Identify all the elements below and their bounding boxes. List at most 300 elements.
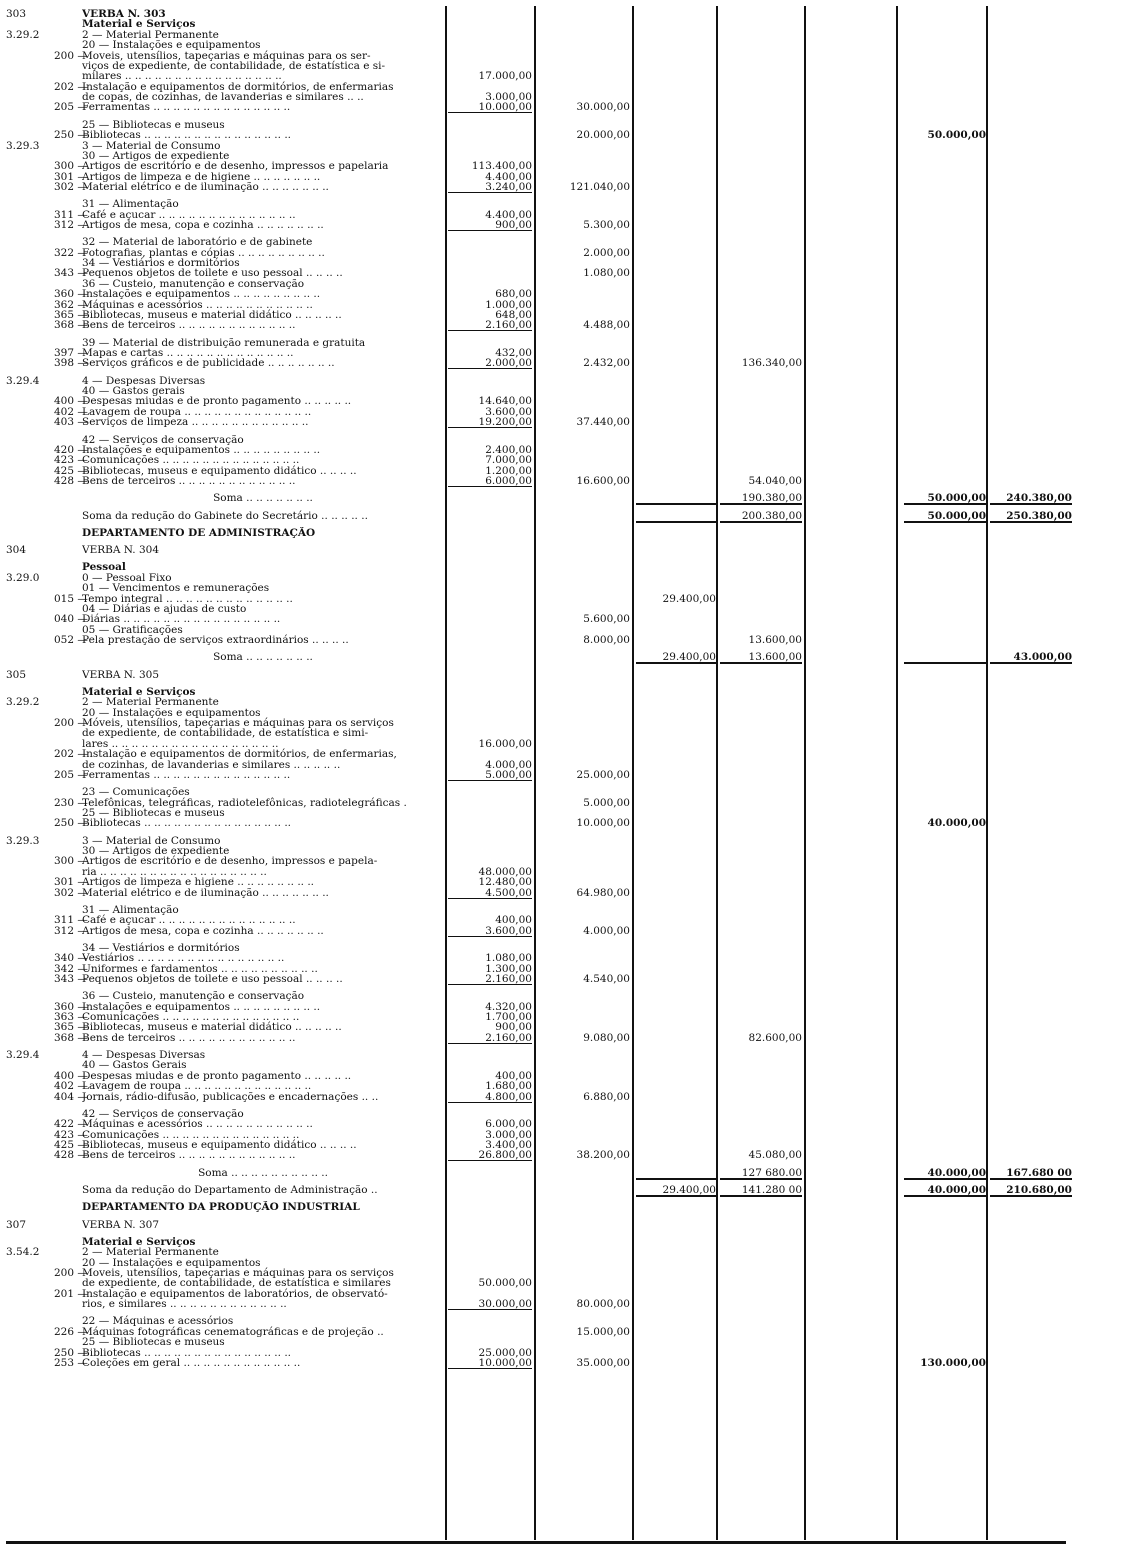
row-code: 322 — bbox=[54, 246, 88, 259]
row-description: Instalações e equipamentos .. .. .. .. .. .. .. .. .. bbox=[82, 1000, 321, 1013]
row-description: Lavagem de roupa .. .. .. .. .. .. .. .. .. .. .. .. .. bbox=[82, 1080, 312, 1093]
total-rule bbox=[904, 503, 986, 505]
row-code: 403 — bbox=[54, 416, 88, 429]
row-code: 253 — bbox=[54, 1356, 88, 1369]
ledger-row bbox=[0, 319, 1126, 331]
row-description: de cozinhas, de lavanderias e similares .. .. .. .. .. bbox=[82, 758, 341, 771]
row-description: Serviços de limpeza .. .. .. .. .. .. .. .. .. .. .. .. bbox=[82, 416, 309, 429]
row-description: Soma .. .. .. .. .. .. .. bbox=[213, 492, 313, 505]
row-description: 4 — Despesas Diversas bbox=[82, 1049, 206, 1062]
amount-a1: 1.680,00 bbox=[485, 1080, 532, 1093]
row-description: 20 — Instalações e equipamentos bbox=[82, 1256, 261, 1269]
amount-a4: 82.600,00 bbox=[748, 1031, 802, 1044]
amount-a1: 680,00 bbox=[495, 288, 532, 301]
amount-a1: 648,00 bbox=[495, 309, 532, 321]
row-description: Pessoal bbox=[82, 561, 126, 574]
ledger-row bbox=[0, 887, 1126, 899]
row-description: 3 — Material de Consumo bbox=[82, 834, 221, 847]
row-code: 311 — bbox=[54, 914, 88, 927]
row-code: 420 — bbox=[54, 443, 88, 456]
row-code: 402 — bbox=[54, 405, 88, 418]
subtotal-rule bbox=[448, 1043, 532, 1044]
amount-a1: 900,00 bbox=[495, 1021, 532, 1034]
amount-a1: 6.000,00 bbox=[485, 475, 532, 487]
subtotal-rule bbox=[448, 898, 532, 899]
row-description: Pequenos objetos de toilete e uso pessoal .. .. .. .. bbox=[82, 973, 343, 985]
ledger-row bbox=[0, 357, 1126, 369]
total-rule bbox=[904, 1195, 986, 1197]
amount-a1: 17.000,00 bbox=[478, 70, 532, 83]
row-marker: 3.54.2 bbox=[6, 1246, 40, 1259]
row-description: 25 — Bibliotecas e museus bbox=[82, 1336, 225, 1349]
row-description: Jornais, rádio-difusão, publicações e encadernações .. .. bbox=[82, 1090, 379, 1103]
total-rule bbox=[636, 1195, 716, 1197]
amount-a3: 29.400,00 bbox=[662, 1183, 716, 1196]
row-description: Bibliotecas .. .. .. .. .. .. .. .. .. .. .. .. .. .. .. bbox=[82, 129, 291, 142]
row-code: 365 — bbox=[54, 1021, 88, 1034]
amount-a2: 8.000,00 bbox=[583, 634, 630, 646]
row-description: Material elétrico e de iluminação .. .. .. .. .. .. .. bbox=[82, 181, 329, 193]
amount-a1: 48.000,00 bbox=[478, 865, 532, 878]
total-rule bbox=[990, 521, 1072, 523]
ledger-row bbox=[0, 181, 1126, 193]
row-description: 20 — Instalações e equipamentos bbox=[82, 39, 261, 52]
row-description: Artigos de mesa, copa e cozinha .. .. .. .. .. .. .. bbox=[82, 924, 324, 937]
amount-a4: 45.080,00 bbox=[748, 1149, 802, 1162]
row-description: 25 — Bibliotecas e museus bbox=[82, 118, 225, 131]
amount-a6: 250.380,00 bbox=[1006, 509, 1072, 522]
row-code: 015 — bbox=[54, 592, 88, 605]
row-code: 397 — bbox=[54, 347, 88, 359]
row-description: 39 — Material de distribuição remunerada e gratuita bbox=[82, 336, 366, 349]
row-description: VERBA N. 307 bbox=[82, 1218, 160, 1231]
row-description: Bibliotecas, museus e material didático .. .. .. .. .. bbox=[82, 309, 342, 321]
ledger-row bbox=[0, 817, 1126, 829]
ledger-row bbox=[0, 769, 1126, 781]
amount-a3: 29.400,00 bbox=[662, 592, 716, 605]
row-description: Instalações e equipamentos .. .. .. .. .. .. .. .. .. bbox=[82, 443, 321, 456]
ledger-row bbox=[0, 544, 1126, 556]
row-code: 425 — bbox=[54, 464, 88, 477]
amount-a1: 1.080,00 bbox=[485, 952, 532, 965]
total-rule bbox=[636, 1178, 716, 1180]
row-description: 4 — Despesas Diversas bbox=[82, 374, 206, 387]
row-code: 301 — bbox=[54, 876, 88, 889]
ledger-row bbox=[0, 219, 1126, 231]
amount-a2: 4.488,00 bbox=[583, 319, 630, 332]
amount-a1: 3.000,00 bbox=[485, 1128, 532, 1141]
row-description: Lavagem de roupa .. .. .. .. .. .. .. .. .. .. .. .. .. bbox=[82, 405, 312, 418]
subtotal-rule bbox=[448, 427, 532, 428]
row-code: 368 — bbox=[54, 1031, 88, 1044]
amount-a2: 4.540,00 bbox=[583, 973, 630, 985]
row-description: Serviços gráficos e de publicidade .. .. .. .. .. .. .. bbox=[82, 357, 335, 370]
amount-a1: 1.200,00 bbox=[485, 464, 532, 477]
amount-a2: 2.432,00 bbox=[583, 357, 630, 370]
total-rule bbox=[990, 1195, 1072, 1197]
row-code: 200 — bbox=[54, 1266, 88, 1279]
row-description: 40 — Gastos Gerais bbox=[82, 1059, 187, 1072]
row-description: Máquinas e acessórios .. .. .. .. .. .. .. .. .. .. .. bbox=[82, 1118, 313, 1131]
ledger-row bbox=[0, 475, 1126, 487]
total-rule bbox=[720, 521, 802, 523]
subtotal-rule bbox=[448, 368, 532, 369]
total-rule bbox=[720, 1195, 802, 1197]
amount-a1: 1.000,00 bbox=[485, 298, 532, 311]
row-description: 05 — Gratificações bbox=[82, 623, 183, 636]
row-code: 312 — bbox=[54, 924, 88, 937]
row-description: 31 — Alimentação bbox=[82, 198, 179, 211]
amount-a2: 35.000,00 bbox=[576, 1356, 630, 1369]
amount-a5: 50.000,00 bbox=[927, 129, 986, 142]
total-rule bbox=[990, 662, 1072, 664]
ledger-row bbox=[0, 1219, 1126, 1231]
row-description: Soma da redução do Departamento de Administração .. bbox=[82, 1183, 378, 1196]
amount-a6: 210.680,00 bbox=[1006, 1183, 1072, 1196]
total-rule bbox=[720, 1178, 802, 1180]
row-description: viços de expediente, de contabilidade, de estatística e si- bbox=[82, 59, 386, 72]
row-code: 200 — bbox=[54, 49, 88, 62]
row-description: rios, e similares .. .. .. .. .. .. .. .. .. .. .. .. bbox=[82, 1298, 287, 1311]
amount-a1: 7.000,00 bbox=[485, 454, 532, 467]
row-description: 2 — Material Permanente bbox=[82, 696, 219, 709]
amount-a1: 1.700,00 bbox=[485, 1011, 532, 1023]
row-code: 230 — bbox=[54, 796, 88, 809]
amount-a1: 400,00 bbox=[495, 1069, 532, 1082]
amount-a1: 30.000,00 bbox=[478, 1298, 532, 1311]
row-description: de copas, de cozinhas, de lavanderias e similares .. .. bbox=[82, 91, 364, 103]
row-description: Uniformes e fardamentos .. .. .. .. .. .. .. .. .. .. bbox=[82, 962, 318, 975]
row-description: de expediente, de contabilidade, de estatística e similares bbox=[82, 1277, 391, 1290]
ledger-row bbox=[0, 634, 1126, 646]
row-code: 312 — bbox=[54, 219, 88, 231]
row-description: Despesas miudas e de pronto pagamento .. .. .. .. .. bbox=[82, 1069, 352, 1082]
total-rule bbox=[636, 503, 716, 505]
amount-a2: 80.000,00 bbox=[576, 1298, 630, 1311]
row-description: 20 — Instalações e equipamentos bbox=[82, 706, 261, 719]
row-marker: 307 bbox=[6, 1218, 27, 1231]
amount-a2: 10.000,00 bbox=[576, 817, 630, 830]
amount-a1: 6.000,00 bbox=[485, 1118, 532, 1131]
amount-a2: 15.000,00 bbox=[576, 1325, 630, 1338]
row-code: 250 — bbox=[54, 817, 88, 830]
row-description: Máquinas e acessórios .. .. .. .. .. .. .. .. .. .. .. bbox=[82, 298, 313, 311]
row-description: 36 — Custeio, manutenção e conservação bbox=[82, 277, 305, 290]
subtotal-rule bbox=[448, 1309, 532, 1310]
amount-a1: 3.000,00 bbox=[485, 91, 532, 103]
total-rule bbox=[720, 503, 802, 505]
row-description: Bibliotecas .. .. .. .. .. .. .. .. .. .. .. .. .. .. .. bbox=[82, 1346, 291, 1359]
row-description: Bens de terceiros .. .. .. .. .. .. .. .. .. .. .. .. bbox=[82, 475, 296, 487]
total-rule bbox=[720, 662, 802, 664]
amount-a2: 25.000,00 bbox=[576, 768, 630, 781]
amount-a1: 1.300,00 bbox=[485, 962, 532, 975]
row-description: Ferramentas .. .. .. .. .. .. .. .. .. .. .. .. .. .. bbox=[82, 768, 291, 781]
subtotal-rule bbox=[448, 1102, 532, 1103]
ledger-row bbox=[0, 1032, 1126, 1044]
row-description: Móveis, utensílios, tapeçarias e máquinas para os serviços bbox=[82, 717, 394, 729]
subtotal-rule bbox=[448, 936, 532, 937]
amount-a1: 113.400,00 bbox=[471, 160, 532, 173]
subtotal-rule bbox=[448, 1368, 532, 1369]
ledger-row bbox=[0, 973, 1126, 985]
amount-a1: 2.160,00 bbox=[485, 973, 532, 985]
row-description: Mapas e cartas .. .. .. .. .. .. .. .. .. .. .. .. .. bbox=[82, 347, 294, 359]
row-code: 360 — bbox=[54, 1000, 88, 1013]
amount-a3: 29.400,00 bbox=[662, 651, 716, 664]
row-description: 36 — Custeio, manutenção e conservação bbox=[82, 990, 305, 1003]
row-description: Bens de terceiros .. .. .. .. .. .. .. .. .. .. .. .. bbox=[82, 319, 296, 332]
row-description: 42 — Serviços de conservação bbox=[82, 1107, 244, 1120]
ledger-row bbox=[0, 416, 1126, 428]
row-description: Tempo integral .. .. .. .. .. .. .. .. .. .. .. .. .. bbox=[82, 592, 293, 605]
total-rule bbox=[990, 1178, 1072, 1180]
amount-a1: 4.320,00 bbox=[485, 1000, 532, 1013]
row-description: Material e Serviços bbox=[82, 1235, 196, 1248]
row-marker: 304 bbox=[6, 544, 27, 557]
total-rule bbox=[990, 503, 1072, 505]
amount-a4: 190.380,00 bbox=[741, 492, 802, 505]
subtotal-rule bbox=[448, 330, 532, 331]
ledger-row bbox=[0, 1357, 1126, 1369]
amount-a2: 6.880,00 bbox=[583, 1090, 630, 1103]
amount-a1: 12.480,00 bbox=[478, 876, 532, 889]
row-code: 428 — bbox=[54, 1149, 88, 1162]
row-code: 422 — bbox=[54, 1118, 88, 1131]
amount-a4: 200.380,00 bbox=[741, 509, 802, 522]
row-description: 42 — Serviços de conservação bbox=[82, 433, 244, 446]
row-code: 202 — bbox=[54, 748, 88, 761]
row-marker: 3.29.4 bbox=[6, 1049, 40, 1062]
row-description: Material e Serviços bbox=[82, 685, 196, 698]
amount-a1: 4.400,00 bbox=[485, 208, 532, 221]
row-description: 23 — Comunicações bbox=[82, 786, 190, 799]
row-marker: 3.29.3 bbox=[6, 834, 40, 847]
subtotal-rule bbox=[448, 230, 532, 231]
amount-a2: 121.040,00 bbox=[569, 181, 630, 193]
subtotal-rule bbox=[448, 112, 532, 113]
amount-a1: 2.160,00 bbox=[485, 319, 532, 332]
amount-a2: 1.080,00 bbox=[583, 267, 630, 280]
row-description: Telefônicas, telegráficas, radiotelefônicas, radiotelegráficas . bbox=[82, 796, 407, 809]
row-code: 428 — bbox=[54, 475, 88, 487]
amount-a1: 3.240,00 bbox=[485, 181, 532, 193]
row-code: 368 — bbox=[54, 319, 88, 332]
row-description: 01 — Vencimentos e remunerações bbox=[82, 582, 270, 595]
row-description: Bibliotecas .. .. .. .. .. .. .. .. .. .. .. .. .. .. .. bbox=[82, 817, 291, 830]
row-code: 423 — bbox=[54, 454, 88, 467]
amount-a2: 4.000,00 bbox=[583, 924, 630, 937]
subtotal-rule bbox=[448, 1160, 532, 1161]
amount-a2: 16.600,00 bbox=[576, 475, 630, 487]
row-marker: 305 bbox=[6, 668, 27, 681]
row-description: Café e açucar .. .. .. .. .. .. .. .. .. .. .. .. .. .. bbox=[82, 914, 296, 927]
amount-a5: 50.000,00 bbox=[927, 492, 986, 505]
amount-a1: 26.800,00 bbox=[478, 1149, 532, 1162]
ledger-row bbox=[0, 1091, 1126, 1103]
amount-a1: 16.000,00 bbox=[478, 737, 532, 750]
row-description: Instalação e equipamentos de dormitórios, de enfermarias bbox=[82, 80, 394, 93]
amount-a5: 40.000,00 bbox=[927, 1183, 986, 1196]
row-description: DEPARTAMENTO DE ADMINISTRAÇÃO bbox=[82, 526, 316, 539]
amount-a2: 5.600,00 bbox=[583, 613, 630, 626]
subtotal-rule bbox=[448, 984, 532, 985]
row-description: milares .. .. .. .. .. .. .. .. .. .. .. .. .. .. .. .. bbox=[82, 70, 282, 83]
row-code: 342 — bbox=[54, 962, 88, 975]
amount-a5: 50.000,00 bbox=[927, 509, 986, 522]
amount-a1: 2.400,00 bbox=[485, 443, 532, 456]
row-code: 302 — bbox=[54, 886, 88, 899]
subtotal-rule bbox=[448, 486, 532, 487]
row-code: 301 — bbox=[54, 170, 88, 183]
ledger-row bbox=[0, 1149, 1126, 1161]
row-description: Bibliotecas, museus e material didático .. .. .. .. .. bbox=[82, 1021, 342, 1034]
ledger-row bbox=[0, 101, 1126, 113]
amount-a1: 900,00 bbox=[495, 219, 532, 231]
row-code: 400 — bbox=[54, 1069, 88, 1082]
amount-a1: 3.600,00 bbox=[485, 405, 532, 418]
amount-a2: 5.000,00 bbox=[583, 796, 630, 809]
row-description: Bens de terceiros .. .. .. .. .. .. .. .. .. .. .. .. bbox=[82, 1149, 296, 1162]
subtotal-rule bbox=[448, 780, 532, 781]
row-marker: 3.29.3 bbox=[6, 139, 40, 152]
row-marker: 3.29.0 bbox=[6, 571, 40, 584]
row-description: Comunicações .. .. .. .. .. .. .. .. .. .. .. .. .. .. bbox=[82, 454, 300, 467]
row-marker: 3.29.4 bbox=[6, 374, 40, 387]
row-description: lares .. .. .. .. .. .. .. .. .. .. .. .. .. .. .. .. .. bbox=[82, 737, 279, 750]
row-description: Fotografias, plantas e cópias .. .. .. .. .. .. .. .. .. bbox=[82, 246, 325, 259]
row-description: DEPARTAMENTO DA PRODUÇÃO INDUSTRIAL bbox=[82, 1201, 360, 1214]
amount-a4: 141.280 00 bbox=[741, 1183, 802, 1196]
row-description: Bens de terceiros .. .. .. .. .. .. .. .. .. .. .. .. bbox=[82, 1031, 296, 1044]
row-code: 040 — bbox=[54, 613, 88, 626]
row-description: 34 — Vestiários e dormitórios bbox=[82, 257, 240, 270]
row-description: 3 — Material de Consumo bbox=[82, 139, 221, 152]
row-code: 423 — bbox=[54, 1128, 88, 1141]
ledger-row bbox=[0, 527, 1126, 539]
row-description: Despesas miudas e de pronto pagamento .. .. .. .. .. bbox=[82, 395, 352, 408]
row-code: 201 — bbox=[54, 1287, 88, 1300]
row-description: VERBA N. 305 bbox=[82, 668, 160, 681]
amount-a4: 127 680.00 bbox=[741, 1166, 802, 1179]
row-description: Soma .. .. .. .. .. .. .. .. .. .. bbox=[198, 1166, 328, 1179]
amount-a5: 40.000,00 bbox=[927, 817, 986, 830]
amount-a5: 40.000,00 bbox=[927, 1166, 986, 1179]
amount-a6: 240.380,00 bbox=[1006, 492, 1072, 505]
amount-a4: 13.600,00 bbox=[748, 651, 802, 664]
row-description: Instalação e equipamentos de laboratórios, de observató- bbox=[82, 1287, 388, 1300]
amount-a1: 4.500,00 bbox=[485, 886, 532, 899]
row-description: 34 — Vestiários e dormitórios bbox=[82, 941, 240, 954]
row-description: Comunicações .. .. .. .. .. .. .. .. .. .. .. .. .. .. bbox=[82, 1011, 300, 1023]
row-description: Soma da redução do Gabinete do Secretário .. .. .. .. .. bbox=[82, 509, 368, 522]
amount-a1: 400,00 bbox=[495, 914, 532, 927]
row-description: Comunicações .. .. .. .. .. .. .. .. .. .. .. .. .. .. bbox=[82, 1128, 300, 1141]
row-description: Artigos de limpeza e higiene .. .. .. .. .. .. .. .. bbox=[82, 876, 315, 889]
row-code: 425 — bbox=[54, 1139, 88, 1151]
row-description: 32 — Material de laboratório e de gabinete bbox=[82, 236, 313, 249]
amount-a4: 54.040,00 bbox=[748, 475, 802, 487]
ledger-row bbox=[0, 925, 1126, 937]
row-description: Artigos de mesa, copa e cozinha .. .. .. .. .. .. .. bbox=[82, 219, 324, 231]
amount-a1: 25.000,00 bbox=[478, 1346, 532, 1359]
subtotal-rule bbox=[448, 192, 532, 193]
amount-a2: 2.000,00 bbox=[583, 246, 630, 259]
total-rule bbox=[904, 662, 986, 664]
row-description: Artigos de escritório e de desenho, impressos e papelaria bbox=[82, 160, 389, 173]
row-description: 30 — Artigos de expediente bbox=[82, 845, 230, 857]
row-code: 226 — bbox=[54, 1325, 88, 1338]
amount-a4: 13.600,00 bbox=[748, 634, 802, 646]
row-description: Moveis, utensílios, tapeçarias e máquinas para os ser- bbox=[82, 49, 371, 62]
row-description: Soma .. .. .. .. .. .. .. bbox=[213, 651, 313, 664]
row-code: 300 — bbox=[54, 160, 88, 173]
row-description: 04 — Diárias e ajudas de custo bbox=[82, 602, 247, 615]
row-marker: 3.29.2 bbox=[6, 28, 40, 41]
amount-a2: 20.000,00 bbox=[576, 129, 630, 142]
row-code: 311 — bbox=[54, 208, 88, 221]
row-description: Pela prestação de serviços extraordinários .. .. .. .. bbox=[82, 634, 349, 646]
row-code: 404 — bbox=[54, 1090, 88, 1103]
amount-a1: 2.000,00 bbox=[485, 357, 532, 370]
row-description: Bibliotecas, museus e equipamento didático .. .. .. .. bbox=[82, 464, 357, 477]
row-code: 052 — bbox=[54, 634, 88, 646]
row-description: Artigos de limpeza e de higiene .. .. .. .. .. .. .. bbox=[82, 170, 321, 183]
amount-a1: 4.400,00 bbox=[485, 170, 532, 183]
row-description: 30 — Artigos de expediente bbox=[82, 149, 230, 162]
row-code: 362 — bbox=[54, 298, 88, 311]
row-description: Vestiários .. .. .. .. .. .. .. .. .. .. .. .. .. .. .. bbox=[82, 952, 285, 965]
row-description: 2 — Material Permanente bbox=[82, 28, 219, 41]
row-description: 22 — Máquinas e acessórios bbox=[82, 1315, 234, 1328]
row-marker: 303 bbox=[6, 8, 27, 20]
total-rule bbox=[904, 1178, 986, 1180]
amount-a1: 3.600,00 bbox=[485, 924, 532, 937]
row-code: 300 — bbox=[54, 855, 88, 868]
row-description: 0 — Pessoal Fixo bbox=[82, 571, 172, 584]
row-code: 343 — bbox=[54, 973, 88, 985]
amount-a2: 37.440,00 bbox=[576, 416, 630, 429]
amount-a1: 50.000,00 bbox=[478, 1277, 532, 1290]
row-code: 340 — bbox=[54, 952, 88, 965]
ledger-row bbox=[0, 1201, 1126, 1213]
row-code: 250 — bbox=[54, 1346, 88, 1359]
row-description: Café e açucar .. .. .. .. .. .. .. .. .. .. .. .. .. .. bbox=[82, 208, 296, 221]
row-code: 363 — bbox=[54, 1011, 88, 1023]
amount-a2: 30.000,00 bbox=[576, 101, 630, 114]
row-description: Coleções em geral .. .. .. .. .. .. .. .. .. .. .. .. bbox=[82, 1356, 301, 1369]
row-code: 250 — bbox=[54, 129, 88, 142]
amount-a6: 167.680 00 bbox=[1006, 1166, 1072, 1179]
row-description: VERBA N. 303 bbox=[82, 8, 166, 20]
row-description: Artigos de escritório e de desenho, impressos e papela- bbox=[82, 855, 378, 868]
amount-a5: 130.000,00 bbox=[920, 1356, 986, 1369]
page-bottom-rule bbox=[6, 1541, 1066, 1544]
amount-a1: 10.000,00 bbox=[478, 101, 532, 114]
row-description: Diárias .. .. .. .. .. .. .. .. .. .. .. .. .. .. .. .. bbox=[82, 613, 281, 626]
row-marker: 3.29.2 bbox=[6, 696, 40, 709]
row-description: Bibliotecas, museus e equipamento didático .. .. .. .. bbox=[82, 1139, 357, 1151]
row-code: 402 — bbox=[54, 1080, 88, 1093]
amount-a1: 2.160,00 bbox=[485, 1031, 532, 1044]
row-description: Instalações e equipamentos .. .. .. .. .. .. .. .. .. bbox=[82, 288, 321, 301]
amount-a4: 136.340,00 bbox=[741, 357, 802, 370]
row-description: 40 — Gastos gerais bbox=[82, 385, 185, 397]
row-description: Material elétrico e de iluminação .. .. .. .. .. .. .. bbox=[82, 886, 329, 899]
amount-a2: 38.200,00 bbox=[576, 1149, 630, 1162]
row-description: Material e Serviços bbox=[82, 18, 196, 31]
amount-a1: 4.800,00 bbox=[485, 1090, 532, 1103]
